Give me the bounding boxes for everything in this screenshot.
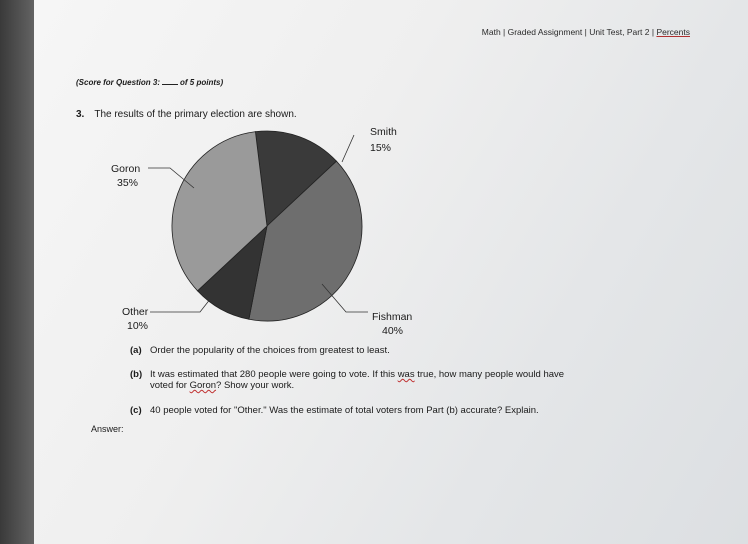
slice-value-smith: 15% xyxy=(370,142,392,154)
slice-value-other: 10% xyxy=(127,320,149,332)
question-text: The results of the primary election are shown. xyxy=(94,109,297,120)
question-stem xyxy=(76,109,297,120)
part-b-spellcheck-name: Goron xyxy=(189,380,217,391)
part-b-spellcheck-word: was xyxy=(397,369,415,380)
part-a-text: Order the popularity of the choices from greatest to least. xyxy=(150,345,390,356)
header-link[interactable]: Percents xyxy=(656,27,690,37)
part-b-text-1: It was estimated that 280 people were going to vote. If this xyxy=(150,369,396,380)
part-c-text: 40 people voted for "Other." Was the estimate of total voters from Part (b) accurate? Explain. xyxy=(150,405,539,416)
part-b xyxy=(130,369,564,391)
header-text: Math | Graded Assignment | Unit Test, Part 2 | xyxy=(481,27,657,37)
part-b-text-2a: voted for xyxy=(150,380,187,391)
part-b-text-2b: ? Show your work. xyxy=(216,380,295,391)
part-a-label: (a) xyxy=(130,345,142,356)
leader-line-other xyxy=(150,298,211,312)
part-a xyxy=(130,345,390,356)
part-c-label: (c) xyxy=(130,405,142,416)
slice-value-goron: 35% xyxy=(117,177,139,189)
leader-line-smith xyxy=(342,135,354,162)
part-b-text-1b: true, how many people would have xyxy=(417,369,565,380)
slice-label-goron: Goron xyxy=(111,163,141,175)
answer-label: Answer: xyxy=(91,424,124,434)
score-suffix: of 5 points) xyxy=(180,78,224,87)
part-b-label: (b) xyxy=(130,369,143,380)
question-number: 3. xyxy=(76,109,85,120)
score-prefix: (Score for Question 3: xyxy=(76,78,161,87)
pie-chart xyxy=(64,122,444,344)
slice-label-fishman: Fishman xyxy=(372,311,413,323)
slice-label-other: Other xyxy=(122,306,149,318)
score-blank xyxy=(162,84,178,85)
score-line xyxy=(76,78,223,87)
assignment-header xyxy=(482,27,690,37)
slice-label-smith: Smith xyxy=(370,126,397,138)
part-c xyxy=(130,405,539,416)
part-b-line2 xyxy=(130,380,564,391)
worksheet-page xyxy=(34,0,748,544)
slice-value-fishman: 40% xyxy=(382,325,404,337)
